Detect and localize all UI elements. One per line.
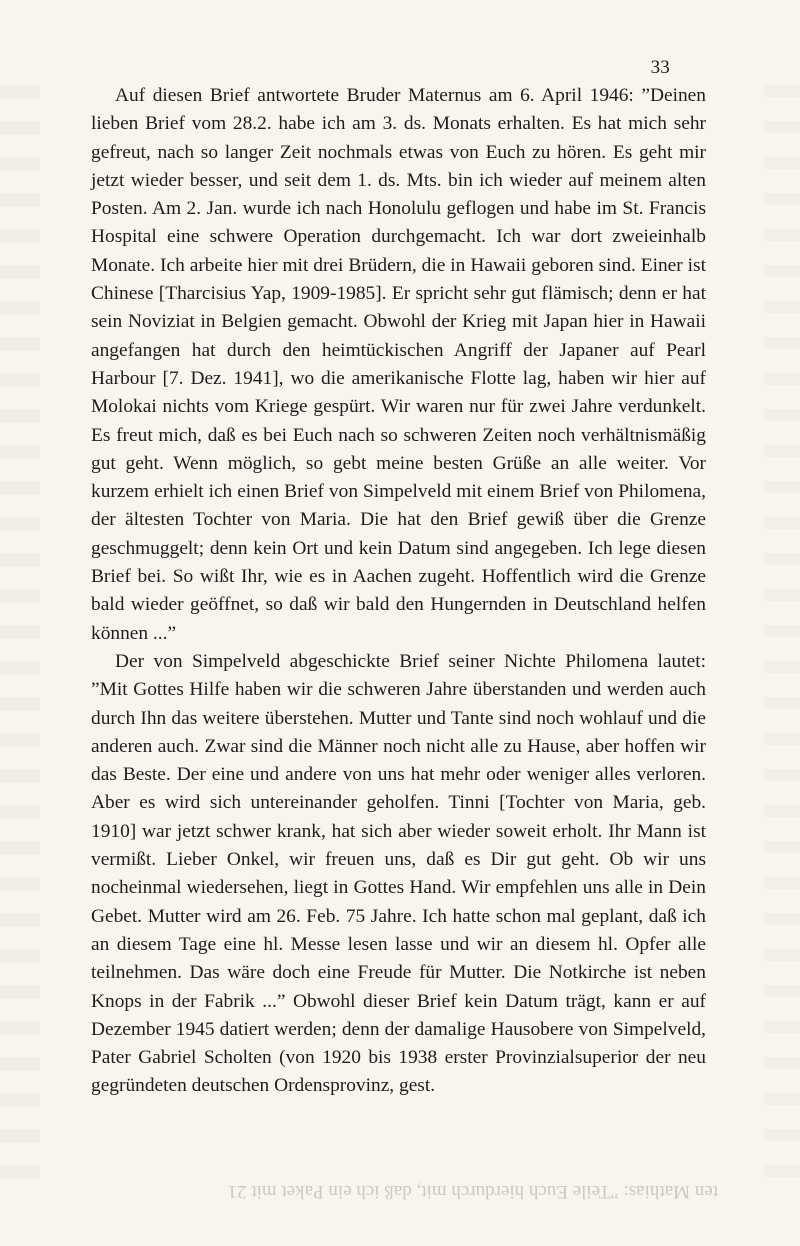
paragraph-2: Der von Simpelveld abgeschickte Brief seiner Nichte Philomena lautet: ”Mit Gottes Hilfe haben wir die schweren Jahre überstanden und werden auch durch Ihn das weitere überstehen. Mutter und Tante sind noch wohlauf und die anderen auch. Zwar sind die Männer noch nicht alle zu Hause, aber hoffen wir das Beste. Der eine und andere von uns hat mehr oder weniger alles verloren. Aber es wird sich untereinander geholfen. Tinni [Tochter von Maria, geb. 1910] war jetzt schwer krank, hat sich aber wieder soweit erholt. Ihr Mann ist vermißt. Lieber Onkel, wir freuen uns, daß es Dir gut geht. Ob wir uns nocheinmal wiedersehen, liegt in Gottes Hand. Wir empfehlen uns alle in Dein Gebet. Mutter wird am 26. Feb. 75 Jahre. Ich hatte schon mal geplant, daß ich an diesem Tage eine hl. Messe lesen lasse und wir an diesem hl. Opfer alle teilnehmen. Das wäre doch eine Freude für Mutter. Die Notkirche ist neben Knops in der Fabrik ...” Obwohl dieser Brief kein Datum trägt, kann er auf Dezember 1945 datiert werden; denn der damalige Hausobere von Simpelveld, Pater Gabriel Scholten (von 1920 bis 1938 erster Provinzialsuperior der neu gegründeten deutschen Ordensprovinz, gest. (91, 650, 706, 1097)
paragraph-1: Auf diesen Brief antwortete Bruder Maternus am 6. April 1946: ”Deinen lieben Brief vom 28.2. habe ich am 3. ds. Monats erhalten. Es hat mich sehr gefreut, nach so langer Zeit nochmals etwas von Euch zu hören. Es geht mir jetzt wieder besser, und seit dem 1. ds. Mts. bin ich wieder auf meinem alten Posten. Am 2. Jan. wurde ich nach Honolulu geflogen und habe im St. Francis Hospital eine schwere Operation durchgemacht. Ich war dort zweieinhalb Monate. Ich arbeite hier mit drei Brüdern, die in Hawaii geboren sind. Einer ist Chinese [Tharcisius Yap, 1909-1985]. Er spricht sehr gut flämisch; denn er hat sein Noviziat in Belgien gemacht. Obwohl der Krieg mit Japan hier in Hawaii angefangen hat durch den heimtückischen Angriff der Japaner auf Pearl Harbour [7. Dez. 1941], wo die amerikanische Flotte lag, haben wir hier auf Molokai nichts vom Kriege gespürt. Wir waren nur für zwei Jahre verdunkelt. Es freut mich, daß es bei Euch nach so schweren Zeiten noch verhältnismäßig gut geht. Wenn möglich, so gebt meine besten Grüße an alle weiter. Vor kurzem erhielt ich einen Brief von Simpelveld mit einem Brief von Philomena, der ältesten Tochter von Maria. Die hat den Brief gewiß über die Grenze geschmuggelt; denn kein Ort und kein Datum sind angegeben. Ich lege diesen Brief bei. So wißt Ihr, wie es in Aachen zugeht. Hoffentlich wird die Grenze bald wieder geöffnet, so daß wir bald den Hungernden in Deutschland helfen können ...” (91, 85, 706, 644)
show-through-bottom-text: ten Mathias: ”Teile Euch hierdurch mit, daß ich ein Paket mit 21 (227, 1181, 718, 1202)
show-through-right-margin (764, 85, 800, 1185)
main-text-block (91, 82, 706, 1101)
page-number: 33 (650, 57, 670, 78)
show-through-left-margin (0, 85, 40, 1185)
